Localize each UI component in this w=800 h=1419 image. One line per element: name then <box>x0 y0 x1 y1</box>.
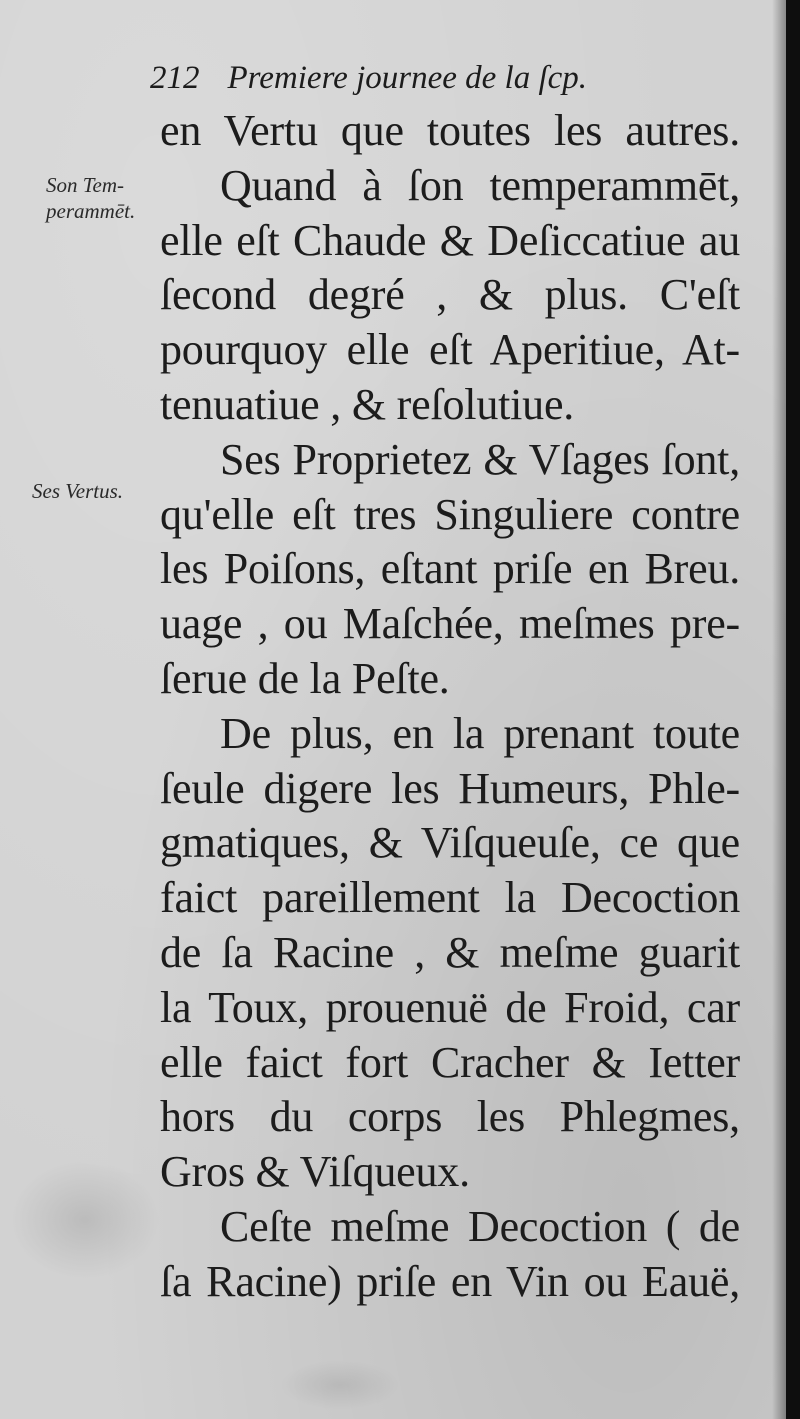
paper-smudge <box>10 1160 160 1280</box>
paper-stain <box>280 1360 400 1410</box>
text-line: gmatiques, & Viſqueuſe, ce que <box>160 818 740 868</box>
text-line: de ſa Racine , & meſme guarit <box>160 927 740 977</box>
gutter-shadow <box>772 0 786 1419</box>
text-line: qu'elle eſt tres Singuliere contre <box>160 489 740 539</box>
text-line: tenuatiue , & reſolutiue. <box>160 379 575 429</box>
margin-note-line: Ses Vertus. <box>32 479 123 503</box>
text-line: uage , ou Maſchée, meſmes pre- <box>160 599 740 649</box>
text-line: Gros & Viſqueux. <box>160 1147 470 1197</box>
text-line: ſecond degré , & plus. C'eſt <box>160 270 740 320</box>
text-line: elle faict fort Cracher & Ietter <box>160 1037 740 1087</box>
margin-note-temperament <box>46 172 135 224</box>
margin-note-vertus <box>32 478 123 504</box>
body-text <box>160 104 740 1310</box>
text-line: ſa Racine) priſe en Vin ou Eauë, <box>160 1256 740 1306</box>
text-line: Ceſte meſme Decoction ( de <box>220 1201 740 1251</box>
text-line: les Poiſons, eſtant priſe en Breu. <box>160 544 740 594</box>
text-line: ſerue de la Peſte. <box>160 653 450 703</box>
text-line: Quand à ſon temperammēt, <box>220 160 740 210</box>
text-line: hors du corps les Phlegmes, <box>160 1092 740 1142</box>
text-line: la Toux, prouenuë de Froid, car <box>160 982 740 1032</box>
text-line: Ses Proprietez & Vſages ſont, <box>220 434 740 484</box>
running-title: Premiere journee de la ſcp. <box>227 60 588 96</box>
margin-note-line: perammēt. <box>46 199 136 223</box>
running-head <box>150 58 670 98</box>
text-line: pourquoy elle eſt Aperitiue, At- <box>160 325 740 375</box>
text-line: faict pareillement la Decoction <box>160 873 740 923</box>
scan-edge <box>786 0 800 1419</box>
margin-note-line: Son Tem- <box>46 173 124 197</box>
page-number: 212 <box>150 60 200 96</box>
text-line: ſeule digere les Humeurs, Phle- <box>160 763 740 813</box>
text-line: De plus, en la prenant toute <box>220 708 740 758</box>
text-line: en Vertu que toutes les autres. <box>160 106 740 155</box>
text-line: elle eſt Chaude & Deſiccatiue au <box>160 215 740 265</box>
